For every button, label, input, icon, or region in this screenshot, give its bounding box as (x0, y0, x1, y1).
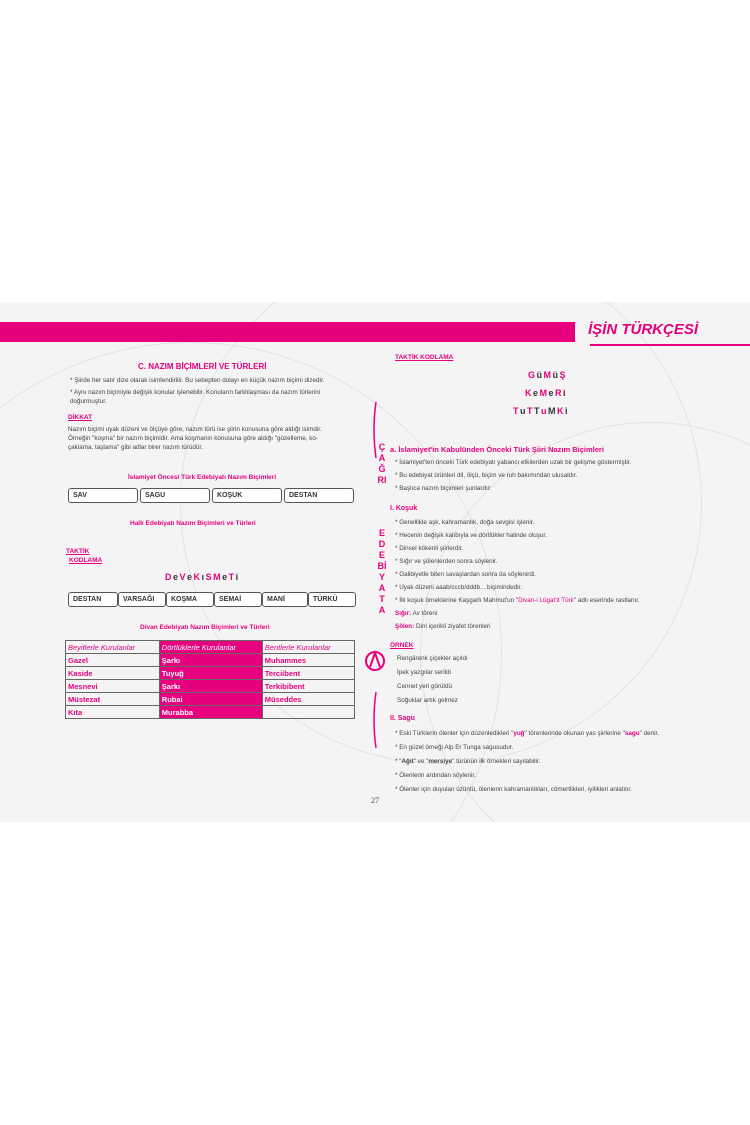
biçim-name: VARSAĞI (123, 596, 155, 603)
biçim-box (68, 592, 118, 607)
ornek-poem (397, 654, 468, 705)
bullet-highlight: Divan-i Lügat'it Türk (518, 597, 574, 604)
spine-word-cagri (377, 442, 387, 486)
table-cell (262, 706, 354, 719)
biçim-name: DESTAN (289, 492, 318, 499)
logo-icon (364, 648, 386, 674)
table-cell: Terciibent (262, 667, 354, 680)
divan-table (65, 640, 355, 719)
header-underline (590, 344, 750, 346)
intro-line: * Şiirde her satır dize olarak isimlendirilir. Bu sebepten dolayı en küçük nazım biçimi dizedir. (70, 377, 325, 384)
section-a-title: a. İslamiyet'in Kabulünden Önceki Türk Şiiri Nazım Biçimleri (390, 445, 604, 454)
code-line: GüMüŞ (528, 370, 568, 380)
section-a-bullets (395, 458, 715, 493)
definition (395, 609, 715, 618)
table-cell: Müstezat (66, 693, 160, 706)
definition-text: Av töreni (412, 610, 438, 617)
kosuk-bullets (395, 518, 715, 631)
spine-text: ÇAĞRI (377, 442, 387, 485)
bullet (395, 757, 725, 766)
poem-line: Rengârenk çiçekler açıldı (397, 655, 468, 662)
taktik-label (66, 547, 102, 565)
table-cell: Gazel (66, 654, 160, 667)
bullet-highlight: sagu (624, 730, 640, 737)
table-cell: Kaside (66, 667, 160, 680)
definition-term: Sığır: (395, 610, 412, 617)
table-row (66, 680, 355, 693)
dikkat-line: Örneğin "koşma" bir nazım biçimidir. Ama koşmanın konusuna göre aldığı "güzelleme, ko- (68, 435, 318, 442)
bullet-text: " törenlerinde okunan yas şiirlerine " (524, 730, 625, 737)
bullet: * Galibiyetle biten savaşlardan sonra da söylenirdi. (395, 571, 537, 578)
page-number: 27 (371, 796, 379, 805)
header-title: İŞİN TÜRKÇESİ (587, 321, 698, 338)
spine-text: EDEBİYATA (377, 528, 387, 615)
table-cell: Müseddes (262, 693, 354, 706)
definition-term: Şölen: (395, 623, 415, 630)
bullet-text: " türünün ilk örnekleri sayılabilir. (452, 758, 541, 765)
spine-bracket (368, 690, 390, 750)
bullet-text: * İlk koşuk örneklerine Kaşgarlı Mahmut'un " (395, 597, 519, 604)
bullet: * Sığır ve şölenlerden sonra söylenir. (395, 558, 498, 565)
bullet-bold: Ağıt (401, 758, 414, 765)
table-header-cell: Dörtlüklerle Kurulanlar (159, 641, 262, 654)
poem-line: Soğuklar artık gelmez (397, 697, 458, 704)
table-cell: Rubai (159, 693, 262, 706)
bullet (395, 729, 725, 738)
table-row (66, 654, 355, 667)
bullet: * Ölenlerin ardından söylenir. (395, 772, 476, 779)
taktik-kodlama-label: TAKTİK KODLAMA (395, 354, 454, 361)
biçim-name: SAV (73, 492, 87, 499)
table-cell: Mesnevi (66, 680, 160, 693)
bullet-text: " denir. (639, 730, 660, 737)
kosuk-title: I. Koşuk (390, 505, 418, 512)
poem-line: Cennet yeri görüldü (397, 683, 452, 690)
biçim-box (68, 488, 138, 503)
dikkat-text (68, 425, 368, 452)
sagu-bullets (395, 729, 725, 794)
table-cell: Şarkı (159, 654, 262, 667)
halk-title: Halk Edebiyatı Nazım Biçimleri ve Türleri (130, 520, 256, 527)
bullet: * Dinsel kökenli şiirlerdir. (395, 545, 464, 552)
bullet-highlight: yuğ (513, 730, 525, 737)
poem-line: İpek yazgılar serildi (397, 669, 451, 676)
biçim-name: SEMAİ (219, 596, 242, 603)
intro-text (70, 376, 365, 406)
table-cell: Terkibibent (262, 680, 354, 693)
code-line: TuTTuMKi (513, 406, 570, 416)
bullet (395, 596, 715, 605)
table-cell: Tuyuğ (159, 667, 262, 680)
definition (395, 622, 715, 631)
taktik-label-line: TAKTİK (66, 548, 90, 555)
table-header-cell: Bentlerle Kurulanlar (262, 641, 354, 654)
bullet-text: " adlı eserinde rastlanır. (573, 597, 640, 604)
spine-word-edebiyata (377, 528, 387, 616)
biçim-box (284, 488, 354, 503)
sagu-title: II. Sagu (390, 715, 415, 722)
biçim-name: DESTAN (73, 596, 102, 603)
biçim-box (212, 488, 282, 503)
divan-title: Divan Edebiyatı Nazım Biçimleri ve Türleri (140, 624, 270, 631)
bullet: * En güzel örneği Alp Er Tunga sagusudur. (395, 744, 514, 751)
code-line: KeMeRi (525, 388, 568, 398)
bullet: * Genellikle aşk, kahramanlık, doğa sevgisi işlenir. (395, 519, 535, 526)
biçim-box (166, 592, 214, 607)
bullet-text: * Eski Türklerin ölenler için düzenledikleri " (395, 730, 514, 737)
dikkat-line: Nazım biçimi uyak düzeni ve ölçüye göre, nazım türü ise şiirin konusuna göre aldığı isimdir. (68, 426, 322, 433)
biçim-name: KOŞMA (171, 596, 198, 603)
definition-text: Dini içerikli ziyafet törenleri (416, 623, 491, 630)
bullet: * Hecenin değişik kalıbıyla ve dörtlükler halinde oluşur. (395, 532, 547, 539)
table-header-row (66, 641, 355, 654)
bullet-text: " ve " (413, 758, 429, 765)
ornek-label: ÖRNEK (390, 642, 414, 649)
header-band (0, 322, 575, 342)
header-band-edge (560, 322, 576, 342)
bullet-text: * " (395, 758, 402, 765)
biçim-box (308, 592, 356, 607)
biçim-name: MANİ (267, 596, 285, 603)
table-row (66, 693, 355, 706)
biçim-box (262, 592, 308, 607)
bullet: * Başlıca nazım biçimleri şunlardır: (395, 485, 492, 492)
intro-line: doğurmuştur. (70, 398, 107, 405)
biçim-name: SAGU (145, 492, 166, 499)
table-cell: Murabba (159, 706, 262, 719)
biçim-name: TÜRKÜ (313, 596, 338, 603)
bullet: * Ölenler için duyulan üzüntü, ölenlerin kahramanlıkları, cömertlikleri, iyilikleri anlatılır. (395, 786, 632, 793)
biçim-box (140, 488, 210, 503)
table-cell: Kıta (66, 706, 160, 719)
taktik-label-line: KODLAMA (69, 557, 103, 564)
dikkat-label: DİKKAT (68, 414, 93, 421)
table-cell: Şarkı (159, 680, 262, 693)
section-title: C. NAZIM BİÇİMLERİ VE TÜRLERİ (138, 362, 267, 371)
biçim-name: KOŞUK (217, 492, 243, 499)
biçim-box (214, 592, 262, 607)
table-cell: Muhammes (262, 654, 354, 667)
dikkat-line: çaklama, taşlama" gibi adlar birer nazım türüdür. (68, 444, 203, 451)
bullet-bold: mersiye (428, 758, 453, 765)
halk-code: DeVeKıSMeTi (165, 572, 240, 582)
intro-line: * Aynı nazım biçimiyle değişik konular işlenebilir. Konuların farklılaşması da nazım türlerini (70, 389, 321, 396)
table-row (66, 667, 355, 680)
bullet: * İslamiyet'ten önceki Türk edebiyatı yabancı etkilerden uzak bir gelişme göstermiştir. (395, 459, 632, 466)
islam-oncesi-title: İslamiyet Öncesi Türk Edebiyatı Nazım Biçimleri (128, 474, 277, 481)
biçim-box (118, 592, 166, 607)
table-row (66, 706, 355, 719)
table-header-cell: Beyitlerle Kurulanlar (66, 641, 160, 654)
bullet: * Bu edebiyat ürünleri dil, ölçü, biçim ve ruh bakımından ulusaldır. (395, 472, 578, 479)
bullet: * Uyak düzeni aaab/cccb/dddb... biçimindedir. (395, 584, 523, 591)
